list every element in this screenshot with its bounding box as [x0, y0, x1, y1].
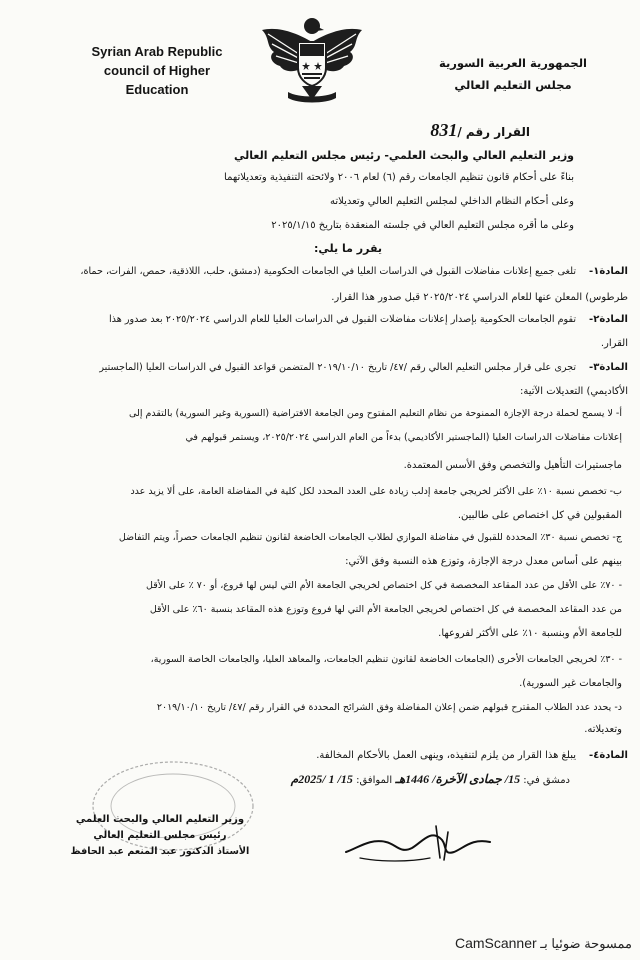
- footer-brand: CamScanner: [454, 935, 537, 951]
- preamble-line: وعلى ما أقره مجلس التعليم العالي في جلسته المنعقدة بتاريخ ٢٠٢٥/١/١٥: [271, 220, 574, 231]
- date-line: [291, 772, 570, 788]
- article-3-label: المادة٣-: [589, 362, 628, 373]
- article-2-text: تقوم الجامعات الحكومية بإصدار إعلانات مفاضلات القبول في الدراسات العليا للعام الدراسي ٢٠٢٥/٢٠٢٤ بعد صدور هذا: [109, 314, 576, 325]
- amendment-a: أ- لا يسمح لحملة درجة الإجازة الممنوحة من نظام التعليم المفتوح ومن الجامعة الافتراضية (السورية وغير السورية) بالتقدم إلى: [129, 408, 622, 419]
- handwritten-signature-icon: [340, 808, 500, 866]
- allocation-item: - ٧٠٪ على الأقل من عدد المقاعد المخصصة في كل اختصاص لخريجي الجامعة الأم التي ليس لها فروع، أو ٧٠ ٪ على الأقل: [146, 580, 622, 591]
- signatory-name: الأستاذ الدكتور عبد المنعم عبد الحافظ: [70, 846, 250, 857]
- date-corresponds: الموافق:: [356, 775, 393, 786]
- en-header-line2: council of Higher Education: [103, 63, 211, 97]
- ar-header-line1: الجمهورية العربية السورية: [439, 56, 587, 70]
- gregorian-date: 15/ 1 /2025م: [290, 772, 353, 786]
- signatory-line2: رئيس مجلس التعليم العالي: [93, 830, 227, 841]
- hijri-date: 15/ جمادى الآخرة/ 1446هـ: [395, 772, 521, 786]
- allocation-item: من عدد المقاعد المخصصة في كل اختصاص لخريجي الجامعة الأم التي لها فروع وتوزع هذه المقاعد بنسبة ٦٠٪ على الأقل: [149, 604, 622, 615]
- amendment-b: ب- تخصص نسبة ١٠٪ على الأكثر لخريجي جامعة إدلب زيادة على العدد المحدد لكل كلية في المفاضلة العامة، على ألا يزيد عدد: [130, 486, 622, 497]
- amendment-d: وتعديلاته.: [584, 724, 622, 735]
- article-1-text: تلغى جميع إعلانات مفاضلات القبول في الدراسات العليا في الجامعات الحكومية (دمشق، حلب، اللاذقية، حمص، الفرات، حماة،: [80, 266, 576, 277]
- article-4-label: المادة٤-: [589, 750, 628, 761]
- decision-number: [430, 120, 530, 141]
- article-2-label: المادة٢-: [589, 314, 628, 325]
- allocation-item: للجامعة الأم وبنسبة ١٠٪ على الأكثر لفروعها.: [438, 628, 622, 639]
- amendment-b: المقبولين في كل اختصاص على طالبين.: [457, 510, 622, 521]
- english-letterhead: [72, 42, 242, 99]
- amendment-a: ماجستيرات التأهيل والتخصص وفق الأسس المعتمدة.: [403, 460, 622, 471]
- arabic-letterhead: [438, 52, 588, 96]
- amendment-d: د- يحدد عدد الطلاب المقترح قبولهم ضمن إعلان المفاضلة وفق الشرائح المحددة في القرار رقم /٤٧/ تاريخ ٢٠١٩/١٠/١٠: [156, 702, 622, 713]
- allocation-item: - ٣٠٪ لخريجي الجامعات الأخرى (الجامعات الخاضعة لقانون تنظيم الجامعات، والمعاهد العليا، والجامعات الخاصة السورية،: [150, 654, 622, 665]
- ar-header-line2: مجلس التعليم العالي: [454, 78, 572, 92]
- syrian-eagle-emblem-icon: [258, 12, 366, 104]
- issuer-title: وزير التعليم العالي والبحث العلمي- رئيس مجلس التعليم العالي: [234, 149, 574, 162]
- preamble-line: وعلى أحكام النظام الداخلي لمجلس التعليم العالي وتعديلاته: [329, 196, 574, 207]
- decision-label: القرار رقم /: [457, 125, 530, 139]
- decision-number-value: 831: [430, 120, 458, 140]
- date-place: دمشق في:: [523, 775, 570, 786]
- article-1-label: المادة١-: [589, 266, 628, 277]
- preamble-line: بناءً على أحكام قانون تنظيم الجامعات رقم (٦) لعام ٢٠٠٦ ولائحته التنفيذية وتعديلاتهما: [224, 172, 574, 183]
- article-2-text: القرار.: [600, 338, 628, 349]
- signatory-line1: وزير التعليم العالي والبحث العلمي: [75, 814, 245, 825]
- article-4-text: يبلغ هذا القرار من يلزم لتنفيذه، وينهى العمل بالأحكام المخالفة.: [316, 750, 576, 761]
- article-3-text: الأكاديمي) التعديلات الآتية:: [520, 386, 628, 397]
- footer-prefix: ممسوحة ضوئيا بـ: [540, 936, 632, 951]
- amendment-c: بينهم على أساس معدل درجة الإجازة، وتوزع هذه النسبة وفق الآتي:: [345, 556, 622, 567]
- camscanner-footer: [455, 935, 632, 952]
- decides-heading: يقرر ما يلي:: [314, 242, 382, 255]
- article-3-text: تجرى على قرار مجلس التعليم العالي رقم /٤٧/ تاريخ ٢٠١٩/١٠/١٠ المتضمن قواعد القبول في الدراسات العليا (الماجستير: [99, 362, 576, 373]
- signature-block: [70, 812, 250, 860]
- amendment-c: ج- تخصص نسبة ٣٠٪ المحددة للقبول في مفاضلة الموازي لطلاب الجامعات الخاضعة لقانون تنظيم الجامعات حصراً، ويتم التفاضل: [118, 532, 622, 543]
- amendment-a: إعلانات مفاضلات الدراسات العليا (الماجستير الأكاديمي) بدءاً من العام الدراسي ٢٠٢٥/٢٠٢٤، ويستمر قبولهم في: [185, 432, 622, 443]
- en-header-line1: Syrian Arab Republic: [91, 44, 223, 59]
- allocation-item: والجامعات غير السورية).: [519, 678, 622, 689]
- article-1-text: طرطوس) المعلن عنها للعام الدراسي ٢٠٢٥/٢٠٢٤ قبل صدور هذا القرار.: [331, 292, 628, 303]
